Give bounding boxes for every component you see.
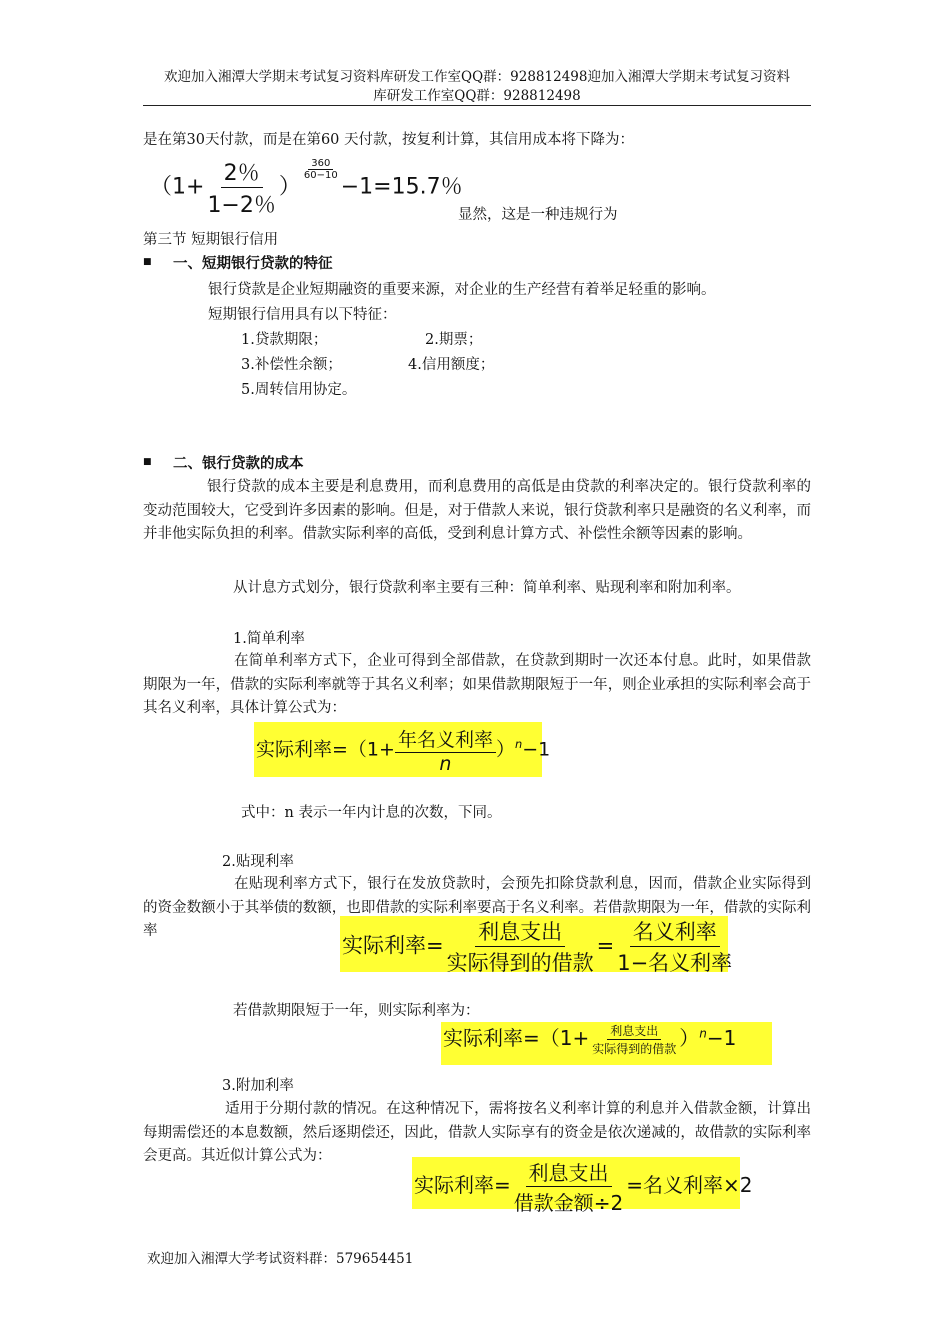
feature-2: 2.期票； [425,332,483,348]
formula-short-term-discount: 实际利率=（1+ $\frac{\text{利息支出}}{\text{实际得到的借款}}$ ）$^n$−1 [441,1022,772,1065]
heading-loan-cost: 二、银行贷款的成本 [173,455,304,472]
paragraph-rate-types: 从计息方式划分，银行贷款利率主要有三种：简单利率、贴现利率和附加利率。 [233,580,741,596]
formula-addon-rate: 实际利率= $\frac{\text{利息支出}}{\text{借款金额÷2}}$ =名义利率×2 [412,1157,740,1209]
bullet-icon: ■ [143,257,152,267]
formula-credit-cost: （1+ $\frac{2\%}{1-2\%}$ ） $\frac{360}{60-10}$ −1=15.7％ [150,157,463,218]
formula-discount-rate: 实际利率= $\frac{\text{利息支出}}{\text{实际得到的借款}}$ = $\frac{\text{名义利率}}{\text{1−名义利率}}$ [340,916,728,972]
formula1-fraction: $\frac{2\%}{1-2\%}$ [204,156,278,219]
violation-note: 显然，这是一种违规行为 [458,207,618,223]
paragraph-addon-rate: 适用于分期付款的情况。在这种情况下，需将按名义利率计算的利息并入借款金额，计算出每期需偿还的本息数额，然后逐期偿还，因此，借款人实际享有的资金是依次递减的，故借款的实际利率会更高。其近似计算公式为： [143,1101,811,1164]
header-line-1: 欢迎加入湘潭大学期末考试复习资料库研发工作室QQ群：928812498迎加入湘潭大学期末考试复习资料 [164,69,790,85]
subsection-simple-rate: 1.简单利率 [233,631,305,647]
subsection-addon-rate: 3.附加利率 [222,1078,294,1094]
feature-1: 1.贷款期限； [241,332,328,348]
page-header [143,68,811,106]
heading-loan-features: 一、短期银行贷款的特征 [173,255,333,272]
formula1-exponent: $\frac{360}{60-10}$ [303,157,338,181]
section-title: 第三节 短期银行信用 [143,232,279,248]
header-divider [143,105,811,106]
feature-3: 3.补偿性余额； [241,357,342,373]
intro-line: 是在第30天付款，而是在第60 天付款，按复利计算，其信用成本将下降为： [143,132,635,148]
paragraph-loan-source: 银行贷款是企业短期融资的重要来源，对企业的生产经营有着举足轻重的影响。 [208,282,716,298]
feature-4: 4.信用额度； [408,357,495,373]
page-footer: 欢迎加入湘潭大学考试资料群：579654451 [147,1251,414,1267]
feature-5: 5.周转信用协定。 [241,382,357,398]
subsection-discount-rate: 2.贴现利率 [222,854,294,870]
bullet-icon: ■ [143,457,152,467]
paragraph-short-term: 若借款期限短于一年，则实际利率为： [233,1003,480,1019]
header-line-2: 库研发工作室QQ群：928812498 [373,88,581,104]
formula-simple-rate: 实际利率=（1+ $\frac{\text{年名义利率}}{n}$ ）$^n$−1 [254,722,542,777]
paragraph-simple-rate: 在简单利率方式下，企业可得到全部借款，在贷款到期时一次还本付息。此时，如果借款期限为一年，借款的实际利率就等于其名义利率；如果借款期限短于一年，则企业承担的实际利率会高于其名义利率，具体计算公式为： [143,653,811,716]
paragraph-loan-cost: 银行贷款的成本主要是利息费用，而利息费用的高低是由贷款的利率决定的。银行贷款利率的变动范围较大，它受到许多因素的影响。但是，对于借款人来说，银行贷款利率只是融资的名义利率，而并非他实际负担的利率。借款实际利率的高低，受到利息计算方式、补偿性余额等因素的影响。 [143,479,811,542]
paragraph-discount-rate: 在贴现利率方式下，银行在发放贷款时，会预先扣除贷款利息，因而，借款企业实际得到的资金数额小于其举债的数额，也即借款的实际利率要高于名义利率。若借款期限为一年，借款的实际利率 [143,876,811,939]
formula-note: 式中：n 表示一年内计息的次数，下同。 [241,805,502,821]
paragraph-features-intro: 短期银行信用具有以下特征： [208,307,397,323]
